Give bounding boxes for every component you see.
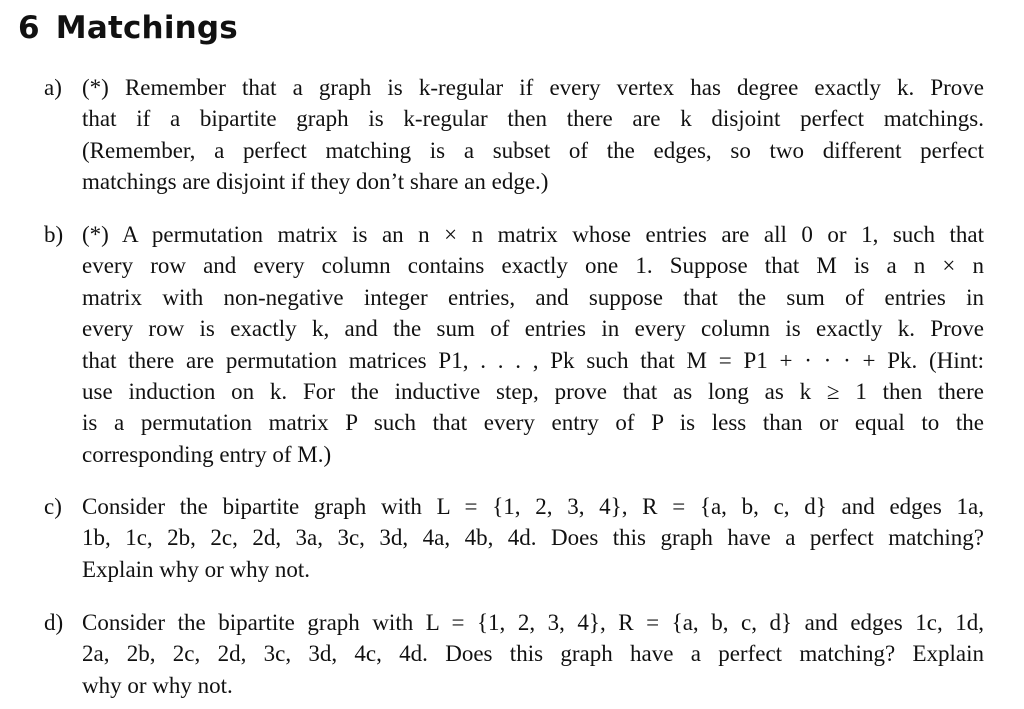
text-line: that there are permutation matrices P1, . . . , Pk such that M = P1 + · · · + Pk. (Hint: [82,347,984,373]
problem-d [44,607,984,701]
problem-text [82,491,984,585]
section-number: 6 [18,10,40,46]
problem-label: a) [44,75,62,100]
text-line: matchings are disjoint if they don’t share an edge.) [82,169,549,195]
text-line: is a permutation matrix P such that every entry of P is less than or equal to the [82,410,984,436]
text-line: Explain why or why not. [82,556,311,582]
text-line: 1b, 1c, 2b, 2c, 2d, 3a, 3c, 3d, 4a, 4b, 4d. Does this graph have a perfect matching? [82,525,984,551]
text-line: that if a bipartite graph is k-regular then there are k disjoint perfect matchings. [82,106,984,132]
text-line: every row is exactly k, and the sum of entries in every column is exactly k. Prove [82,316,984,342]
text-line: (*) A permutation matrix is an n × n matrix whose entries are all 0 or 1, such that [82,222,984,247]
text-line: why or why not. [82,672,233,698]
problem-label: b) [44,222,64,247]
section-title: Matchings [55,10,238,46]
text-line: use induction on k. For the inductive step, prove that as long as k ≥ 1 then there [82,379,984,405]
text-line: (*) Remember that a graph is k-regular if every vertex has degree exactly k. Prove [82,75,984,100]
problem-label: c) [44,494,62,519]
problem-a [44,72,984,198]
problem-b [44,219,984,470]
text-line: 2a, 2b, 2c, 2d, 3c, 3d, 4c, 4d. Does this graph have a perfect matching? Explain [82,641,984,667]
text-line: Consider the bipartite graph with L = {1, 2, 3, 4}, R = {a, b, c, d} and edges 1a, [82,494,984,519]
text-line: corresponding entry of M.) [82,441,332,467]
text-line: Consider the bipartite graph with L = {1, 2, 3, 4}, R = {a, b, c, d} and edges 1c, 1d, [82,610,984,635]
text-line: (Remember, a perfect matching is a subset of the edges, so two different perfect [82,137,984,163]
problem-label: d) [44,610,64,635]
problem-text [82,607,984,701]
section-heading [18,8,238,48]
text-line: matrix with non-negative integer entries, and suppose that the sum of entries in [82,284,984,310]
text-line: every row and every column contains exactly one 1. Suppose that M is a n × n [82,253,984,279]
problem-text [82,219,984,470]
problem-text [82,72,984,198]
problem-c [44,491,984,585]
